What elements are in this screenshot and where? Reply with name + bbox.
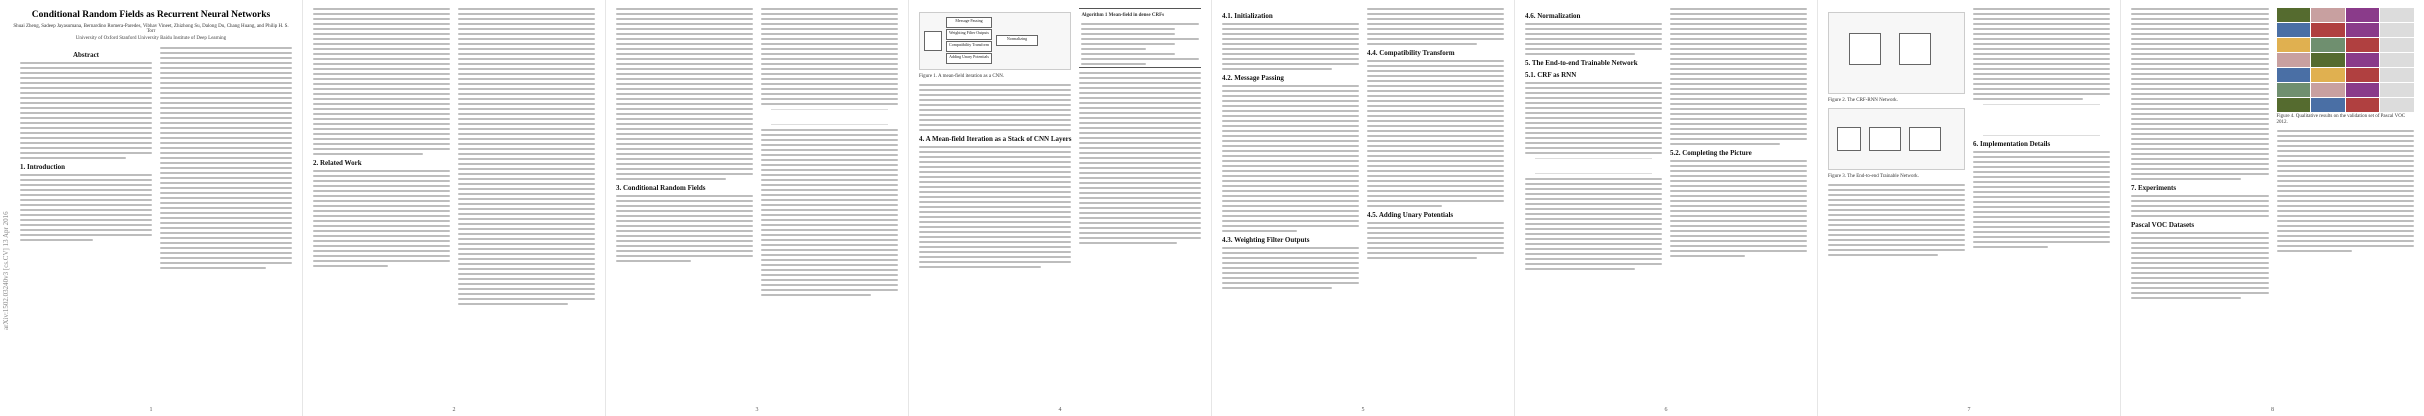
figure-caption: Figure 4. Qualitative results on the validation set of Pascal VOC 2012. [2276, 114, 2406, 125]
figure-block-label: Adding Unary Potentials [946, 53, 992, 64]
page-2 [303, 0, 606, 416]
equation [1535, 158, 1652, 174]
section-heading: 5.2. Completing the Picture [1670, 149, 1752, 157]
body-text [2131, 8, 2269, 180]
body-text [1525, 178, 1662, 270]
section-heading: 6. Implementation Details [1973, 140, 2051, 148]
body-text [919, 146, 1071, 268]
result-thumbnail [2277, 8, 2311, 22]
mean-field-figure [919, 12, 1071, 70]
page-number: 4 [1058, 407, 1062, 413]
body-text [313, 8, 450, 155]
result-thumbnail [2277, 38, 2311, 52]
result-thumbnail [2311, 38, 2345, 52]
result-thumbnail [2380, 23, 2414, 37]
paper-title: Conditional Random Fields as Recurrent Neural Networks [31, 10, 271, 20]
result-thumbnail [2380, 98, 2414, 112]
result-thumbnail [2346, 38, 2380, 52]
section-heading: 4. A Mean-field Iteration as a Stack of CNN Layers [919, 135, 1072, 143]
paper-authors: Shuai Zheng, Sadeep Jayasumana, Bernardino Romera-Paredes, Vibhav Vineet, Zhizhong Su, Dalong Du, Chang Huang, and Philip H. S. Torr [13, 24, 289, 34]
qualitative-results-figure [2277, 8, 2415, 112]
body-text [1670, 8, 1807, 145]
result-thumbnail [2311, 83, 2345, 97]
body-text [1525, 23, 1662, 55]
body-text [1525, 82, 1662, 154]
result-thumbnail [2380, 68, 2414, 82]
figure-node [1909, 127, 1941, 151]
body-text [616, 8, 753, 180]
body-text [20, 62, 152, 159]
result-thumbnail [2277, 98, 2311, 112]
page-number: 3 [755, 407, 759, 413]
result-thumbnail [2277, 53, 2311, 67]
result-thumbnail [2311, 53, 2345, 67]
figure-caption: Figure 2. The CRF-RNN Network. [1828, 98, 1898, 103]
figure-node [1849, 33, 1881, 65]
result-thumbnail [2380, 8, 2414, 22]
result-thumbnail [2277, 68, 2311, 82]
section-heading: 4.6. Normalization [1525, 12, 1581, 20]
section-heading: 4.4. Compatibility Transform [1367, 49, 1455, 57]
section-heading: 4.3. Weighting Filter Outputs [1222, 236, 1310, 244]
section-heading: 2. Related Work [313, 159, 362, 167]
body-text [1367, 60, 1504, 207]
result-thumbnail [2380, 53, 2414, 67]
result-thumbnail [2346, 98, 2380, 112]
body-text [2277, 130, 2415, 252]
section-heading: 3. Conditional Random Fields [616, 184, 706, 192]
algorithm-caption: Algorithm 1 Mean-field in dense CRFs [1081, 13, 1165, 18]
page-5 [1212, 0, 1515, 416]
body-text [1367, 222, 1504, 259]
body-text [1222, 85, 1359, 232]
result-thumbnail [2346, 83, 2380, 97]
figure-caption: Figure 1. A mean-field iteration as a CNN. [919, 74, 1005, 79]
body-text [458, 8, 595, 305]
figure-node [1899, 33, 1931, 65]
section-heading: 5. The End-to-end Trainable Network [1525, 59, 1638, 67]
page-7 [1818, 0, 2121, 416]
arxiv-identifier: arXiv:1502.03240v3 [cs.CV] 13 Apr 2016 [2, 211, 10, 330]
result-thumbnail [2277, 83, 2311, 97]
page-1 [0, 0, 303, 416]
figure-input-node [924, 31, 942, 51]
body-text [2131, 195, 2269, 217]
section-heading: 1. Introduction [20, 163, 65, 171]
body-text [160, 47, 292, 269]
result-thumbnail [2277, 23, 2311, 37]
figure-block-label: Message Passing [946, 17, 992, 28]
result-thumbnail [2380, 83, 2414, 97]
body-text [1222, 23, 1359, 70]
section-heading: 7. Experiments [2131, 184, 2177, 192]
figure-caption: Figure 3. The End-to-end Trainable Network. [1828, 174, 1919, 179]
page-number: 6 [1664, 407, 1668, 413]
result-thumbnail [2346, 8, 2380, 22]
paper-affiliations: University of Oxford Stanford University Baidu Institute of Deep Learning [75, 36, 227, 41]
body-text [1079, 72, 1201, 244]
body-text [2131, 232, 2269, 299]
figure-node [1837, 127, 1861, 151]
page-4 [909, 0, 1212, 416]
result-thumbnail [2311, 23, 2345, 37]
body-text [1222, 247, 1359, 289]
figure-block-label: Normalizing [996, 35, 1038, 46]
section-heading: Pascal VOC Datasets [2131, 221, 2195, 229]
body-text [1973, 151, 2110, 248]
result-thumbnail [2311, 68, 2345, 82]
page-number: 8 [2271, 407, 2274, 413]
section-heading: 4.1. Initialization [1222, 12, 1273, 20]
figure-block-label: Compatibility Transform [946, 41, 992, 52]
body-text [1828, 184, 1965, 256]
body-text [761, 8, 898, 105]
body-text [919, 84, 1071, 131]
section-heading: Abstract [72, 51, 100, 59]
body-text [1973, 8, 2110, 100]
section-heading: 4.5. Adding Unary Potentials [1367, 211, 1454, 219]
page-number: 1 [149, 407, 153, 413]
result-thumbnail [2311, 98, 2345, 112]
algorithm-box [1079, 8, 1201, 68]
page-3 [606, 0, 909, 416]
figure-node [1869, 127, 1901, 151]
page-number: 5 [1361, 407, 1365, 413]
body-text [313, 170, 450, 267]
body-text [761, 129, 898, 296]
figure-block-label: Weighting Filter Outputs [946, 29, 992, 40]
page-6 [1515, 0, 1818, 416]
page-number: 2 [452, 407, 456, 413]
body-text [1670, 160, 1807, 257]
section-heading: 4.2. Message Passing [1222, 74, 1284, 82]
result-thumbnail [2311, 8, 2345, 22]
result-thumbnail [2346, 23, 2380, 37]
result-thumbnail [2346, 68, 2380, 82]
equation [1983, 104, 2100, 136]
result-thumbnail [2380, 38, 2414, 52]
body-text [1367, 8, 1504, 45]
body-text [616, 195, 753, 262]
body-text [20, 174, 152, 241]
result-thumbnail [2346, 53, 2380, 67]
equation [771, 109, 888, 125]
end-to-end-network-figure [1828, 108, 1965, 170]
page-number: 7 [1967, 407, 1971, 413]
crf-rnn-network-figure [1828, 12, 1965, 94]
page-8 [2121, 0, 2424, 416]
section-heading: 5.1. CRF as RNN [1525, 71, 1577, 79]
